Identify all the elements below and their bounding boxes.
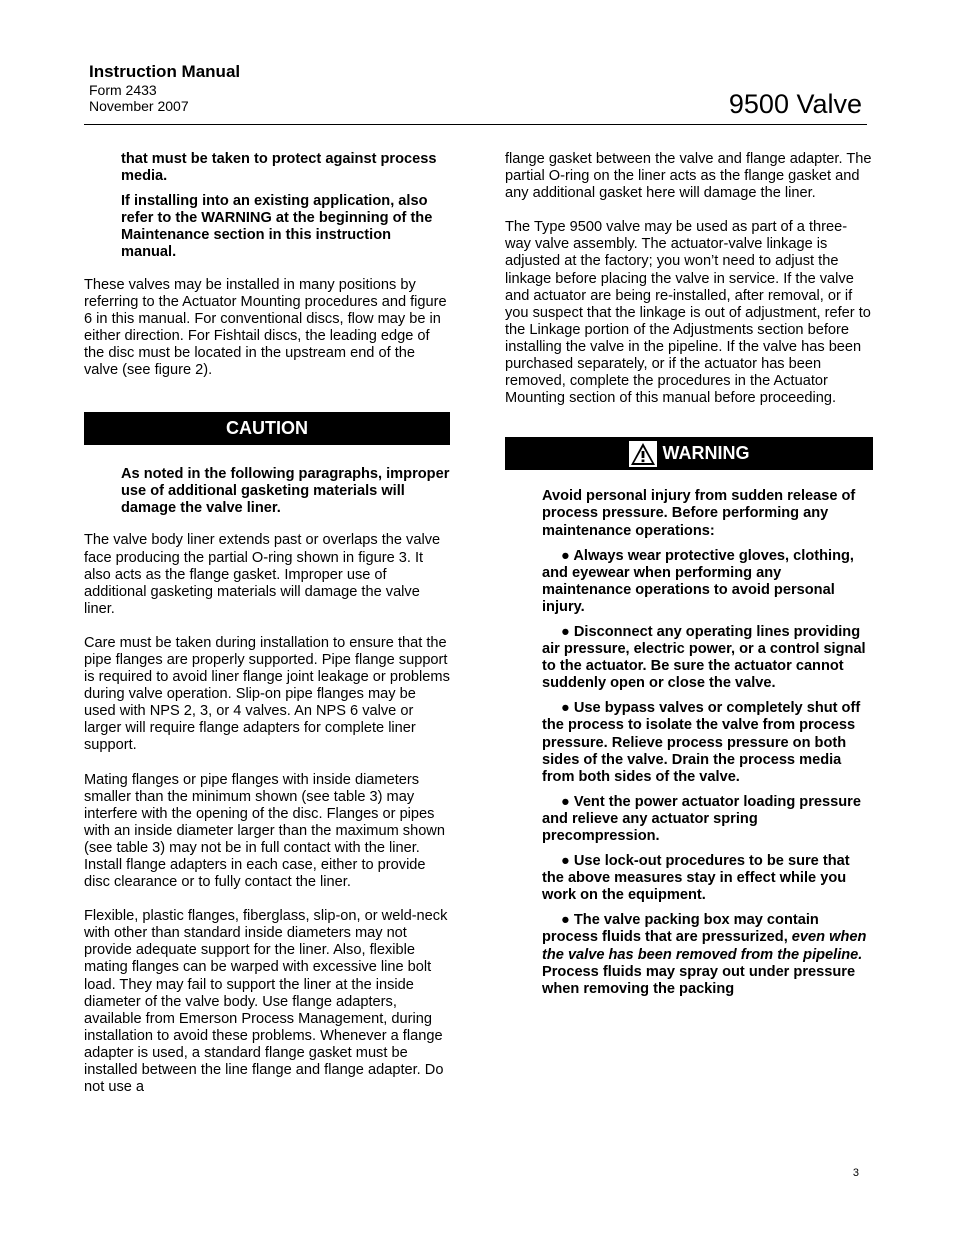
warning-intro: Avoid personal injury from sudden release of process pressure. Before performing any maintenance operations: bbox=[542, 488, 856, 539]
bullet-dot-icon: ● bbox=[561, 623, 570, 640]
bullet-dot-icon: ● bbox=[561, 793, 570, 810]
warning-bullet: ● The valve packing box may contain process fluids that are pressurized, even when the valve has been removed from the pipeline. Process fluids may spray out under pressure when removing the packing bbox=[542, 912, 867, 997]
paragraph-flexible-flanges: Flexible, plastic flanges, fiberglass, slip-on, or weld-neck with other than standard inside diameters may not provide adequate support for the liner. Also, flexible mating flanges can be warped with excessive line bolt load. They may fail to support the liner at the inside diameter of the valve body. Use flange adapters, available from Emerson Process Management, during installation to avoid these problems. Whenever a flange adapter is used, a standard flange gasket must be installed between the line flange and flange adapter. Do not use a bbox=[84, 908, 448, 1096]
warning-bullet: ● Use lock-out procedures to be sure that the above measures stay in effect while you work on the equipment. bbox=[542, 853, 850, 904]
document-title: 9500 Valve bbox=[728, 89, 862, 119]
right-column bbox=[505, 151, 873, 998]
manual-title: Instruction Manual bbox=[89, 62, 241, 81]
caution-continued-text: that must be taken to protect against process media. bbox=[121, 151, 437, 185]
paragraph-three-way: The Type 9500 valve may be used as part of a three-way valve assembly. The actuator-valve linkage is adjusted at the factory; you won’t need to adjust the linkage before placing the valve in service. If the valve and actuator are being re-installed, after removal, or if you suspect that the linkage is out of adjustment, refer to the Linkage portion of the Adjustments section before installing the valve in the pipeline. If the valve has been purchased separately, or if the actuator has been removed, complete the procedures in the Actuator Mounting section of this manual before proceeding. bbox=[505, 219, 871, 407]
warning-bullet: ● Use bypass valves or completely shut off the process to isolate the valve from process pressure. Relieve process pressure on both sides of the valve. Drain the process media from both sides of the valve. bbox=[542, 700, 861, 785]
warning-triangle-icon bbox=[629, 441, 657, 467]
page-number: 3 bbox=[852, 1167, 859, 1179]
warning-bullet: ● Disconnect any operating lines providing air pressure, electric power, or a control signal to the actuator. Be sure the actuator cannot suddenly open or close the valve. bbox=[542, 623, 866, 692]
bullet-dot-icon: ● bbox=[561, 912, 570, 929]
warning-body bbox=[542, 488, 873, 998]
caution-banner bbox=[84, 412, 450, 445]
paragraph-liner: The valve body liner extends past or overlaps the valve face producing the partial O-ring shown in figure 3. It also acts as the flange gasket. Improper use of additional gasketing materials will damage the valve liner. bbox=[84, 532, 441, 617]
warning-bullet: ● Vent the power actuator loading pressure and relieve any actuator spring precompression. bbox=[542, 793, 861, 844]
warning-label: WARNING bbox=[662, 443, 750, 464]
header-left bbox=[89, 62, 240, 114]
warning-bullet: ● Always wear protective gloves, clothing, and eyewear when performing any maintenance operations to avoid personal injury. bbox=[542, 547, 854, 615]
left-column bbox=[84, 151, 450, 1096]
paragraph-mounting: These valves may be installed in many positions by referring to the Actuator Mounting procedures and figure 6 in this manual. For conventional discs, flow may be in either direction. For Fishtail discs, the leading edge of the disc must be located in the upstream end of the valve (see figure 2). bbox=[84, 276, 447, 379]
paragraph-flange-support: Care must be taken during installation to ensure that the pipe flanges are properly supported. Pipe flange support is required to avoid liner flange joint leakage or problems during valve operation. Slip-on pipe flanges may be used with NPS 2, 3, or 4 valves. An NPS 6 valve or larger will require flange adapters for complete liner support. bbox=[84, 634, 450, 754]
publish-date: November 2007 bbox=[89, 98, 189, 114]
paragraph-mating-flanges: Mating flanges or pipe flanges with inside diameters smaller than the minimum shown (see table 3) may interfere with the opening of the disc. Flanges or pipes with an inside diameter larger than the maximum shown (see table 3) may not be in full contact with the liner. Install flange adapters in each case, either to provide disc clearance or to fully contact the liner. bbox=[84, 771, 445, 891]
paragraph-flange-gasket: flange gasket between the valve and flange adapter. The partial O-ring on the liner acts as the flange gasket and any additional gasket here will damage the liner. bbox=[505, 151, 872, 202]
form-number: Form 2433 bbox=[89, 82, 157, 98]
caution-text: As noted in the following paragraphs, improper use of additional gasketing materials will damage the valve liner. bbox=[121, 466, 450, 517]
header-rule bbox=[84, 124, 867, 125]
bullet-dot-icon: ● bbox=[561, 853, 570, 870]
bullet-dot-icon: ● bbox=[561, 700, 570, 717]
bullet-dot-icon: ● bbox=[561, 547, 570, 564]
warning-banner bbox=[505, 437, 873, 470]
existing-application-note: If installing into an existing application, also refer to the WARNING at the beginning of the Maintenance section in this instruction manual. bbox=[121, 193, 433, 261]
caution-label: CAUTION bbox=[226, 418, 308, 439]
